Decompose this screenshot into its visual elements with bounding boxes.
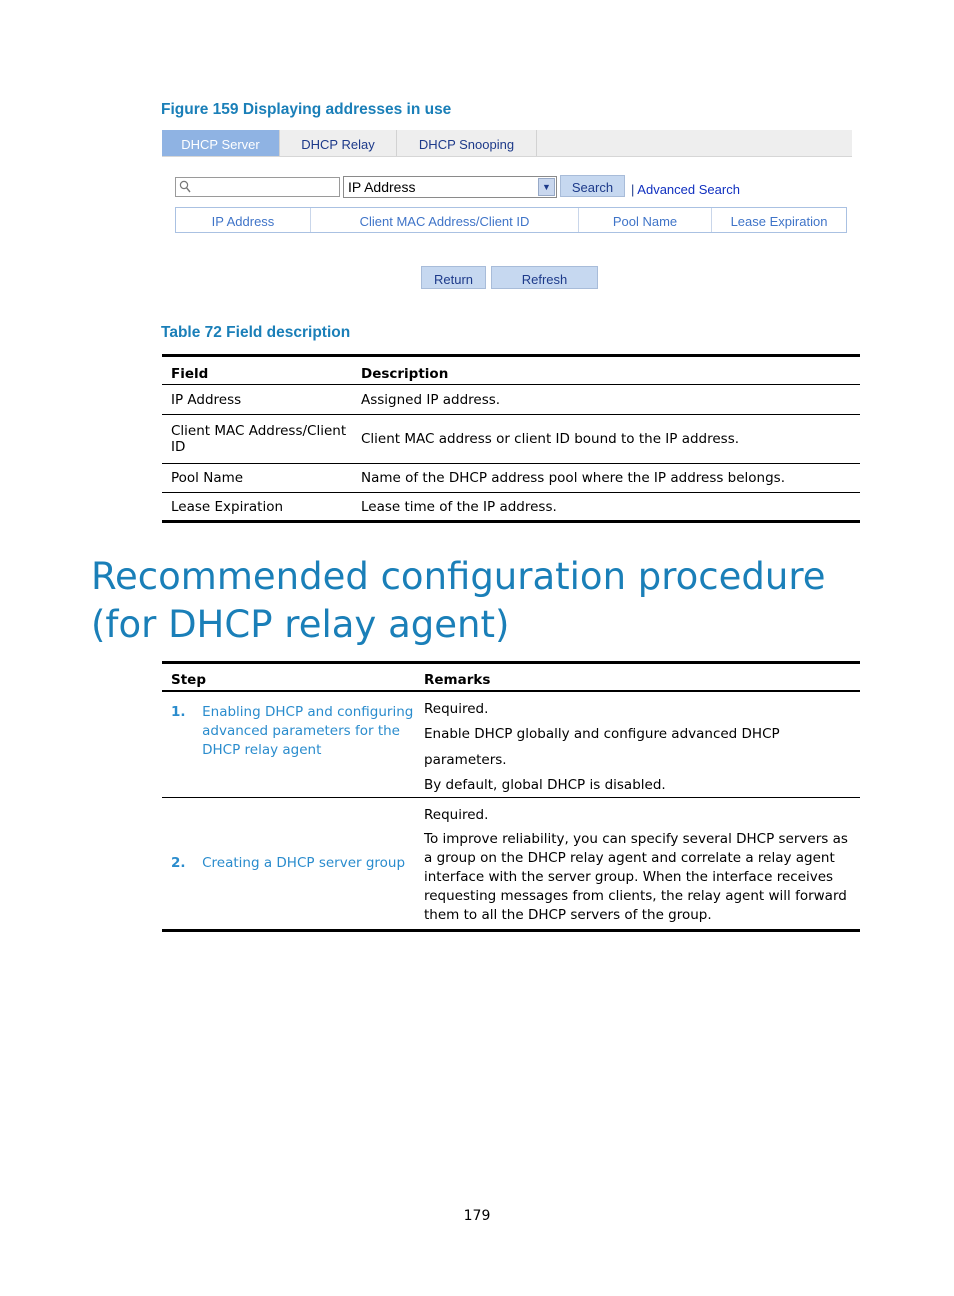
step-link[interactable]: Enabling DHCP and configuring advanced parameters for the DHCP relay agent [202, 703, 414, 758]
advanced-search-link[interactable]: Advanced Search [637, 182, 740, 197]
column-ip-address[interactable]: IP Address [176, 208, 311, 232]
header-step: Step [171, 671, 206, 688]
figure-caption: Figure 159 Displaying addresses in use [161, 101, 452, 118]
description-cell: Client MAC address or client ID bound to the IP address. [361, 431, 740, 447]
advanced-search [631, 182, 740, 197]
header-remarks: Remarks [424, 671, 491, 688]
column-client-mac[interactable]: Client MAC Address/Client ID [311, 208, 579, 232]
table-row [162, 415, 860, 464]
refresh-button[interactable]: Refresh [491, 266, 598, 289]
step-number: 1. [171, 703, 186, 720]
remark-text: Enable DHCP globally and configure advanced DHCP parameters. [424, 725, 780, 768]
step-number: 2. [171, 855, 186, 871]
column-lease-expiration[interactable]: Lease Expiration [730, 214, 828, 229]
remark-text: By default, global DHCP is disabled. [424, 776, 666, 793]
search-field-select-value: IP Address [348, 179, 416, 195]
return-button[interactable]: Return [421, 266, 486, 289]
remark-text: Required. [424, 700, 489, 717]
field-cell: Client MAC Address/Client ID [171, 423, 347, 455]
tab-dhcp-server[interactable]: DHCP Server [162, 130, 280, 156]
header-description: Description [361, 365, 449, 382]
field-cell: IP Address [171, 391, 242, 408]
section-heading: Recommended configuration procedure (for DHCP relay agent) [91, 555, 826, 646]
page-number: 179 [463, 1208, 491, 1224]
tab-dhcp-relay[interactable]: DHCP Relay [280, 130, 397, 156]
field-cell: Lease Expiration [171, 498, 284, 515]
advanced-search-separator: | [631, 182, 635, 197]
search-button[interactable]: Search [560, 175, 625, 197]
table-row [162, 385, 860, 415]
table-row [162, 691, 860, 798]
address-list-header [175, 207, 847, 233]
description-cell: Assigned IP address. [361, 391, 501, 408]
search-icon [179, 180, 191, 193]
table-row [162, 464, 860, 493]
remark-text: To improve reliability, you can specify several DHCP servers as a group on the DHCP relay agent and correlate a relay agent interface with the server group. When the interface receives requesting messages from clients, the relay agent will forward them to all the DHCP servers of the group. [424, 830, 848, 923]
table-row [162, 797, 860, 930]
header-field: Field [171, 365, 209, 382]
steps-table [162, 661, 860, 932]
step-link[interactable]: Creating a DHCP server group [202, 855, 406, 871]
column-pool-name[interactable]: Pool Name [579, 208, 712, 232]
search-input[interactable] [175, 177, 340, 197]
table-row [162, 493, 860, 522]
field-description-table [162, 354, 860, 523]
remark-text: Required. [424, 806, 489, 823]
tab-bar [162, 130, 852, 157]
search-field-select[interactable] [343, 176, 557, 198]
chevron-down-icon[interactable]: ▼ [538, 178, 555, 196]
field-cell: Pool Name [171, 470, 244, 486]
tab-dhcp-snooping[interactable]: DHCP Snooping [397, 130, 537, 156]
description-cell: Name of the DHCP address pool where the IP address belongs. [361, 470, 786, 486]
table-caption: Table 72 Field description [161, 324, 351, 341]
description-cell: Lease time of the IP address. [361, 498, 557, 515]
